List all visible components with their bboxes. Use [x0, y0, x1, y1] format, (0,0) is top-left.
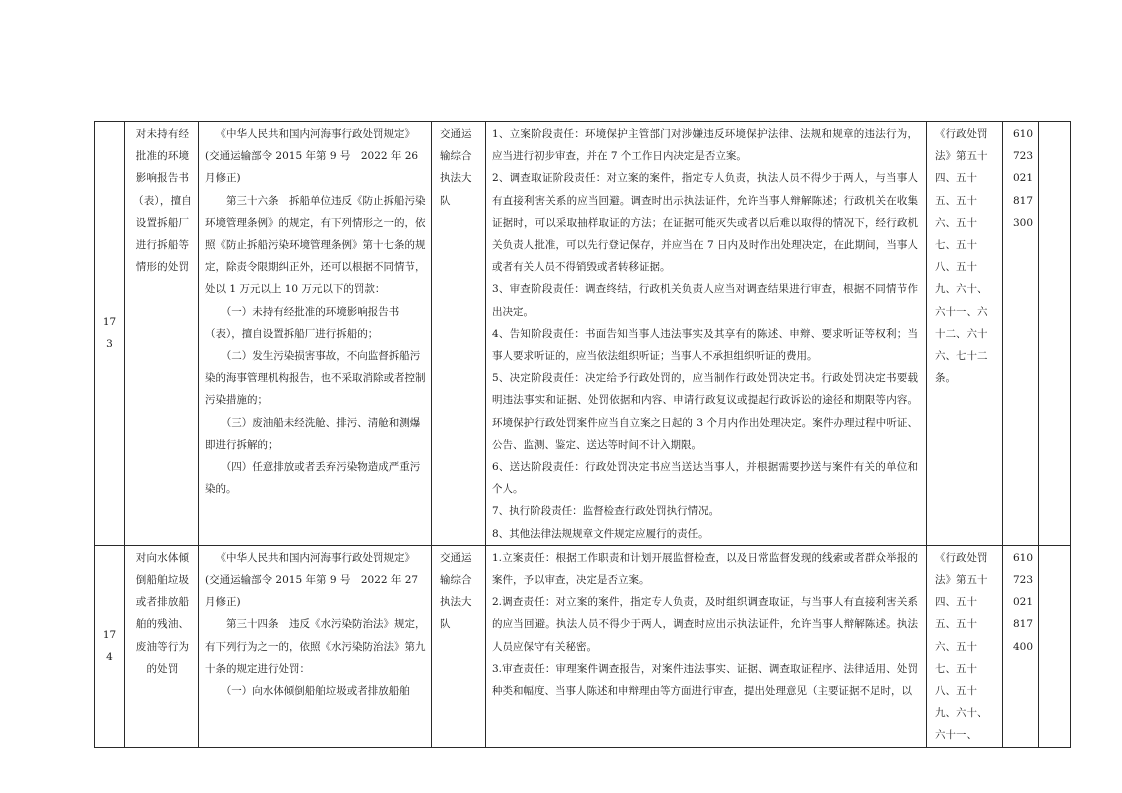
duty-list-table — [94, 121, 1071, 748]
law-reference: 《行政处罚法》第五十四、五十五、五十六、五十七、五十八、五十九、六十、六十一、 — [927, 545, 1003, 747]
duty-description: 1、立案阶段责任：环境保护主管部门对涉嫌违反环境保护法律、法规和规章的违法行为，应当进行初步审查，并在 7 个工作日内决定是否立案。 2、调查取证阶段责任：对立案的案件，指定专人负责，执法人员不得少于两人，与当事人有直接利害关系的应当回避。调查时出示执法证件，允许当事人辩解陈述；行政机关在收集证据时，可以采取抽样取证的方法；在证据可能灭失或者以后难以取得的情况下，经行政机关负责人批准，可以先行登记保存，并应当在 7 日内及时作出处理决定，在此期间，当事人或者有关人员不得销毁或者转移证据。 3、审查阶段责任：调查终结，行政机关负责人应当对调查结果进行审查，根据不同情节作出决定。 4、告知阶段责任：书面告知当事人违法事实及其享有的陈述、申辩、要求听证等权利；当事人要求听证的，应当依法组织听证；当事人不承担组织听证的费用。 5、决定阶段责任：决定给予行政处罚的，应当制作行政处罚决定书。行政处罚决定书要载明违法事实和证据、处罚依据和内容、申请行政复议或提起行政诉讼的途径和期限等内容。环境保护行政处罚案件应当自立案之日起的 3 个月内作出处理决定。案件办理过程中听证、公告、监测、鉴定、送达等时间不计入期限。 6、送达阶段责任：行政处罚决定书应当送达当事人，并根据需要抄送与案件有关的单位和个人。 7、执行阶段责任：监督检查行政处罚执行情况。 8、其他法律法规规章文件规定应履行的责任。 — [486, 122, 927, 546]
enforcement-department: 交通运输综合执法大队 — [432, 122, 486, 546]
legal-basis: 《中华人民共和国内河海事行政处罚规定》(交通运输部令 2015 年第 9 号 2022 年 27 月修正) 第三十四条 违反《水污染防治法》规定，有下列行为之一的，依照《水污染防治法》第九十条的规定进行处罚： （一）向水体倾倒船舶垃圾或者排放船舶 — [199, 545, 432, 747]
law-reference: 《行政处罚法》第五十四、五十五、五十六、五十七、五十八、五十九、六十、六十一、六十二、六十六、七十二条。 — [927, 122, 1003, 546]
item-code: 610 723 021 817 400 — [1003, 545, 1039, 747]
row-number: 17 3 — [95, 122, 125, 546]
row-number: 17 4 — [95, 545, 125, 747]
table-row — [95, 545, 1071, 747]
duty-description: 1.立案责任：根据工作职责和计划开展监督检查，以及日常监督发现的线索或者群众举报的案件，予以审查，决定是否立案。 2.调查责任：对立案的案件，指定专人负责，及时组织调查取证，与当事人有直接利害关系的应当回避。执法人员不得少于两人，调查时应出示执法证件，允许当事人辩解陈述。执法人员应保守有关秘密。 3.审查责任：审理案件调查报告，对案件违法事实、证据、调查取证程序、法律适用、处罚种类和幅度、当事人陈述和申辩理由等方面进行审查，提出处理意见（主要证据不足时，以 — [486, 545, 927, 747]
table-row — [95, 122, 1071, 546]
enforcement-department: 交通运输综合执法大队 — [432, 545, 486, 747]
item-code: 610 723 021 817 300 — [1003, 122, 1039, 546]
remarks-cell — [1039, 122, 1071, 546]
penalty-object: 对未持有经批准的环境影响报告书（表），擅自设置拆船厂进行拆船等情形的处罚 — [125, 122, 199, 546]
legal-basis: 《中华人民共和国内河海事行政处罚规定》(交通运输部令 2015 年第 9 号 2022 年 26 月修正) 第三十六条 拆船单位违反《防止拆船污染环境管理条例》的规定，有下列情形之一的，依照《防止拆船污染环境管理条例》第十七条的规定，除责令限期纠正外，还可以根据不同情节，处以 1 万元以上 10 万元以下的罚款： （一）未持有经批准的环境影响报告书（表），擅自设置拆船厂进行拆船的； （二）发生污染损害事故，不向监督拆船污染的海事管理机构报告，也不采取消除或者控制污染措施的； （三）废油船未经洗舱、排污、清舱和测爆即进行拆解的； （四）任意排放或者丢弃污染物造成严重污染的。 — [199, 122, 432, 546]
remarks-cell — [1039, 545, 1071, 747]
penalty-object: 对向水体倾倒船舶垃圾或者排放船舶的残油、废油等行为的处罚 — [125, 545, 199, 747]
